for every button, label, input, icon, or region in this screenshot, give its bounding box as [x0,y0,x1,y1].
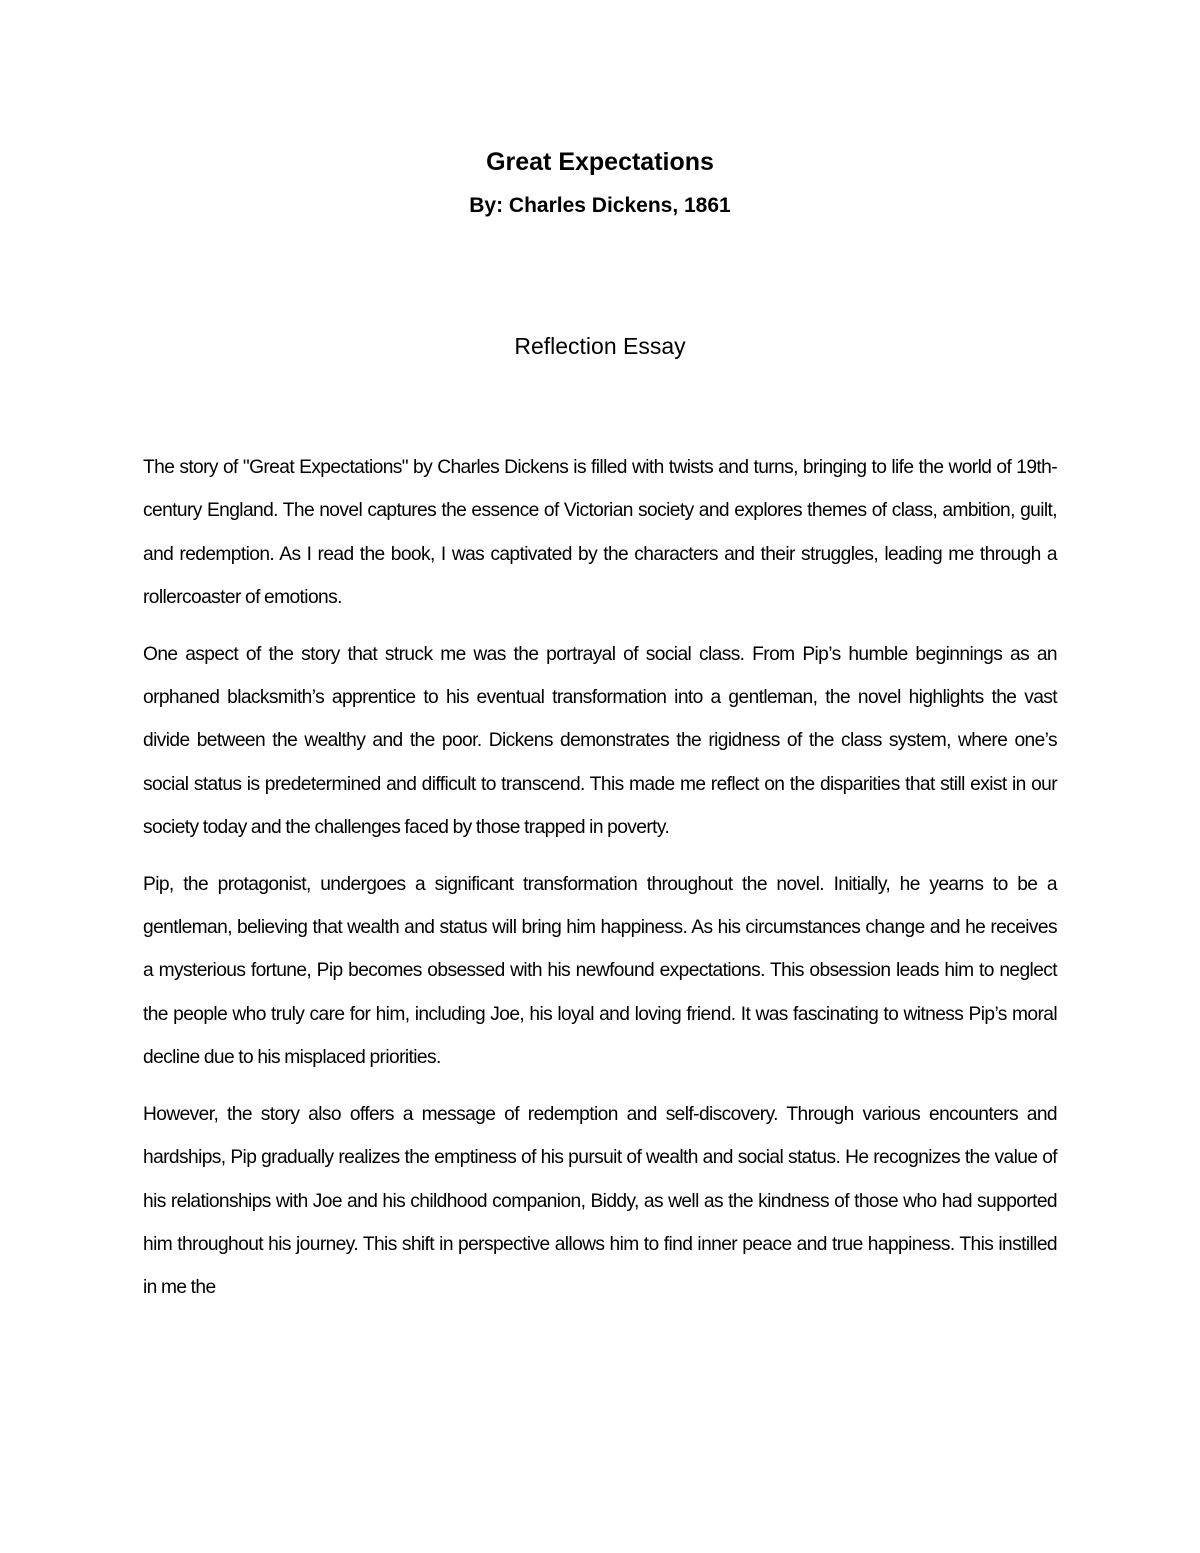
author-line: By: Charles Dickens, 1861 [469,194,731,217]
paragraph-4: However, the story also offers a message of redemption and self-discovery. Through various encounters and hardships, Pip gradually realizes the emptiness of his pursuit of wealth and social status. He recognizes the value of his relationships with Joe and his childhood companion, Biddy, as well as the kindness of those who had supported him throughout his journey. This shift in perspective allows him to find inner peace and true happiness. This instilled in me the [143,1103,1057,1299]
document-title: Great Expectations [486,148,714,176]
essay-heading: Reflection Essay [514,333,686,359]
paragraph-1: The story of "Great Expectations" by Charles Dickens is filled with twists and turns, bringing to life the world of 19th-century England. The novel captures the essence of Victorian society and explores themes of class, ambition, guilt, and redemption. As I read the book, I was captivated by the characters and their struggles, leading me through a rollercoaster of emotions. [143,457,1057,609]
essay-body [143,446,1057,1323]
paragraph-3: Pip, the protagonist, undergoes a significant transformation throughout the novel. Initially, he yearns to be a gentleman, believing that wealth and status will bring him happiness. As his circumstances change and he receives a mysterious fortune, Pip becomes obsessed with his newfound expectations. This obsession leads him to neglect the people who truly care for him, including Joe, his loyal and loving friend. It was fascinating to witness Pip’s moral decline due to his misplaced priorities. [143,873,1057,1069]
paragraph-2: One aspect of the story that struck me was the portrayal of social class. From Pip’s humble beginnings as an orphaned blacksmith’s apprentice to his eventual transformation into a gentleman, the novel highlights the vast divide between the wealthy and the poor. Dickens demonstrates the rigidness of the class system, where one’s social status is predetermined and difficult to transcend. This made me reflect on the disparities that still exist in our society today and the challenges faced by those trapped in poverty. [143,643,1057,839]
